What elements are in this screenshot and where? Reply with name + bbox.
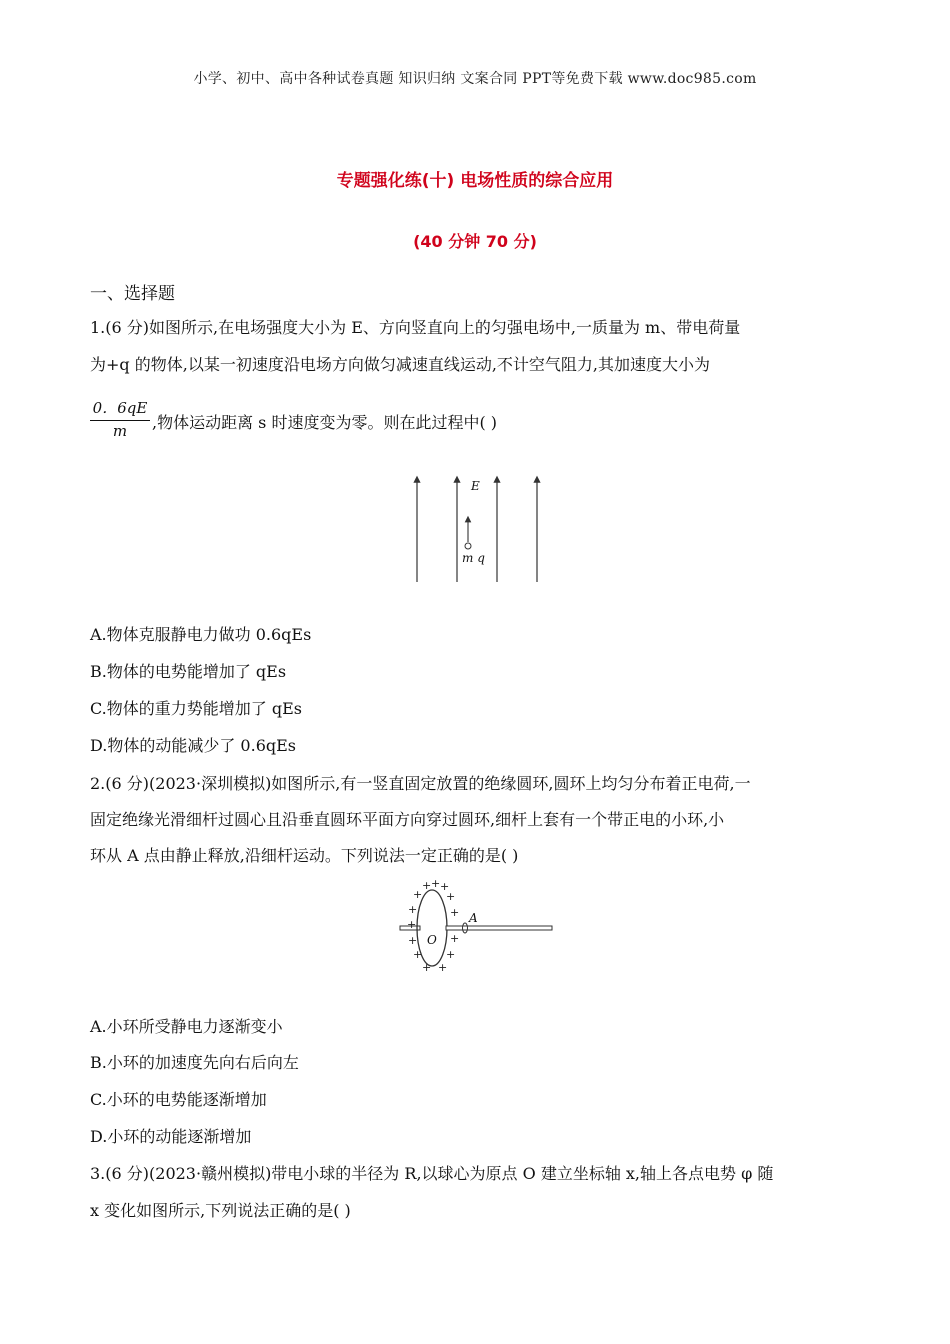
q1-option-d: D.物体的动能减少了 0.6qEs: [90, 736, 297, 755]
q2-option-a: A.小环所受静电力逐渐变小: [90, 1017, 283, 1036]
charged-body: [465, 543, 471, 549]
charge-sign: +: [407, 918, 417, 931]
field-label-e: E: [471, 479, 480, 493]
q1-option-a: A.物体克服静电力做功 0.6qEs: [90, 625, 312, 644]
q2-option-c: C.小环的电势能逐渐增加: [90, 1090, 267, 1109]
charge-sign: +: [450, 906, 460, 919]
page-title: 专题强化练(十) 电场性质的综合应用: [336, 171, 614, 191]
body-label: m q: [462, 551, 485, 565]
charge-sign: +: [438, 961, 448, 974]
page-subtitle: (40 分钟 70 分): [413, 232, 537, 251]
q2-option-b: B.小环的加速度先向右后向左: [90, 1053, 299, 1072]
q1-option-b: B.物体的电势能增加了 qEs: [90, 662, 287, 681]
charge-sign: +: [440, 880, 450, 893]
q2-ring-figure: [396, 876, 556, 976]
q1-fraction-numerator: 0．6qE: [90, 397, 150, 421]
q1-field-figure: [405, 470, 555, 588]
charge-sign: +: [450, 932, 460, 945]
section-title: 一、选择题: [90, 284, 175, 304]
label-o: O: [427, 933, 437, 947]
q1-option-c: C.物体的重力势能增加了 qEs: [90, 699, 302, 718]
charge-sign: +: [413, 948, 423, 961]
charge-sign: +: [408, 934, 418, 947]
charge-sign: +: [422, 961, 432, 974]
charge-sign: +: [408, 903, 418, 916]
q2-line2: 固定绝缘光滑细杆过圆心且沿垂直圆环平面方向穿过圆环,细杆上套有一个带正电的小环,小: [90, 810, 725, 829]
charge-sign: +: [446, 890, 456, 903]
charge-sign: +: [413, 888, 423, 901]
q2-line3: 环从 A 点由静止释放,沿细杆运动。下列说法一定正确的是( ): [90, 846, 519, 865]
rod-right: [446, 926, 552, 930]
q2-line1: 2.(6 分)(2023·深圳模拟)如图所示,有一竖直固定放置的绝缘圆环,圆环上均匀分布着正电荷,一: [90, 774, 751, 793]
q1-fraction: [90, 397, 150, 440]
charge-sign: +: [446, 948, 456, 961]
page-banner: 小学、初中、高中各种试卷真题 知识归纳 文案合同 PPT等免费下载 www.doc985.com: [193, 71, 757, 87]
q1-line2: 为+q 的物体,以某一初速度沿电场方向做匀减速直线运动,不计空气阻力,其加速度大小为: [90, 355, 710, 374]
q1-fraction-denominator: m: [112, 422, 128, 440]
charge-sign: +: [422, 879, 432, 892]
q1-line3: ,物体运动距离 s 时速度变为零。则在此过程中( ): [152, 413, 498, 432]
q2-option-d: D.小环的动能逐渐增加: [90, 1127, 252, 1146]
label-a: A: [469, 911, 478, 925]
q1-line1: 1.(6 分)如图所示,在电场强度大小为 E、方向竖直向上的匀强电场中,一质量为 m、带电荷量: [90, 318, 741, 337]
charge-sign: +: [431, 877, 441, 890]
q3-line1: 3.(6 分)(2023·赣州模拟)带电小球的半径为 R,以球心为原点 O 建立坐标轴 x,轴上各点电势 φ 随: [90, 1164, 774, 1183]
q3-line2: x 变化如图所示,下列说法正确的是( ): [90, 1201, 351, 1220]
